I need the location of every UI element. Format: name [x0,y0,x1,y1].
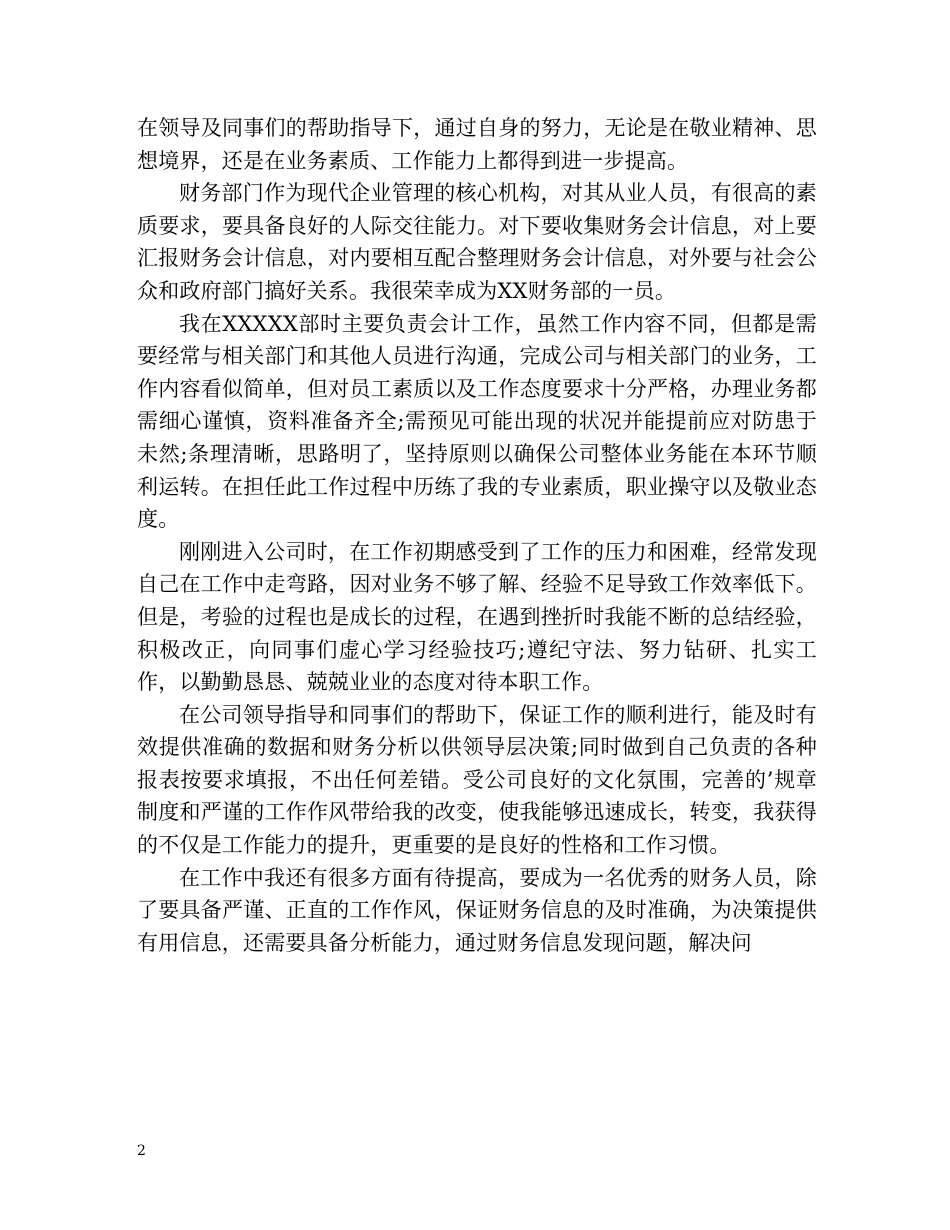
paragraph-5: 在公司领导指导和同事们的帮助下，保证工作的顺利进行，能及时有效提供准确的数据和财务分析以供领导层决策;同时做到自己负责的各种报表按要求填报，不出任何差错。受公司良好的文化氛围，完善的’规章制度和严谨的工作作风带给我的改变，使我能够迅速成长，转变，我获得的不仅是工作能力的提升，更重要的是良好的性格和工作习惯。 [137,702,817,858]
paragraph-3: 我在XXXXX部时主要负责会计工作，虽然工作内容不同，但都是需要经常与相关部门和其他人员进行沟通，完成公司与相关部门的业务，工作内容看似简单，但对员工素质以及工作态度要求十分严格，办理业务都需细心谨慎，资料准备齐全;需预见可能出现的状况并能提前应对防患于未然;条理清晰，思路明了，坚持原则以确保公司整体业务能在本环节顺利运转。在担任此工作过程中历练了我的专业素质，职业操守以及敬业态度。 [137,311,817,532]
paragraph-4: 刚刚进入公司时，在工作初期感受到了工作的压力和困难，经常发现自己在工作中走弯路，因对业务不够了解、经验不足导致工作效率低下。但是，考验的过程也是成长的过程，在遇到挫折时我能不断的总结经验，积极改正，向同事们虚心学习经验技巧;遵纪守法、努力钻研、扎实工作，以勤勤恳恳、兢兢业业的态度对待本职工作。 [137,539,817,695]
paragraph-6: 在工作中我还有很多方面有待提高，要成为一名优秀的财务人员，除了要具备严谨、正直的工作作风，保证财务信息的及时准确，为决策提供有用信息，还需要具备分析能力，通过财务信息发现问题，解决问 [137,865,817,955]
page-number: 2 [137,1143,146,1159]
paragraph-2: 财务部门作为现代企业管理的核心机构，对其从业人员，有很高的素质要求，要具备良好的人际交往能力。对下要收集财务会计信息，对上要汇报财务会计信息，对内要相互配合整理财务会计信息，对外要与社会公众和政府部门搞好关系。我很荣幸成为XX财务部的一员。 [137,181,817,303]
body-text [137,112,817,959]
paragraph-1: 在领导及同事们的帮助指导下，通过自身的努力，无论是在敬业精神、思想境界，还是在业务素质、工作能力上都得到进一步提高。 [137,116,817,173]
